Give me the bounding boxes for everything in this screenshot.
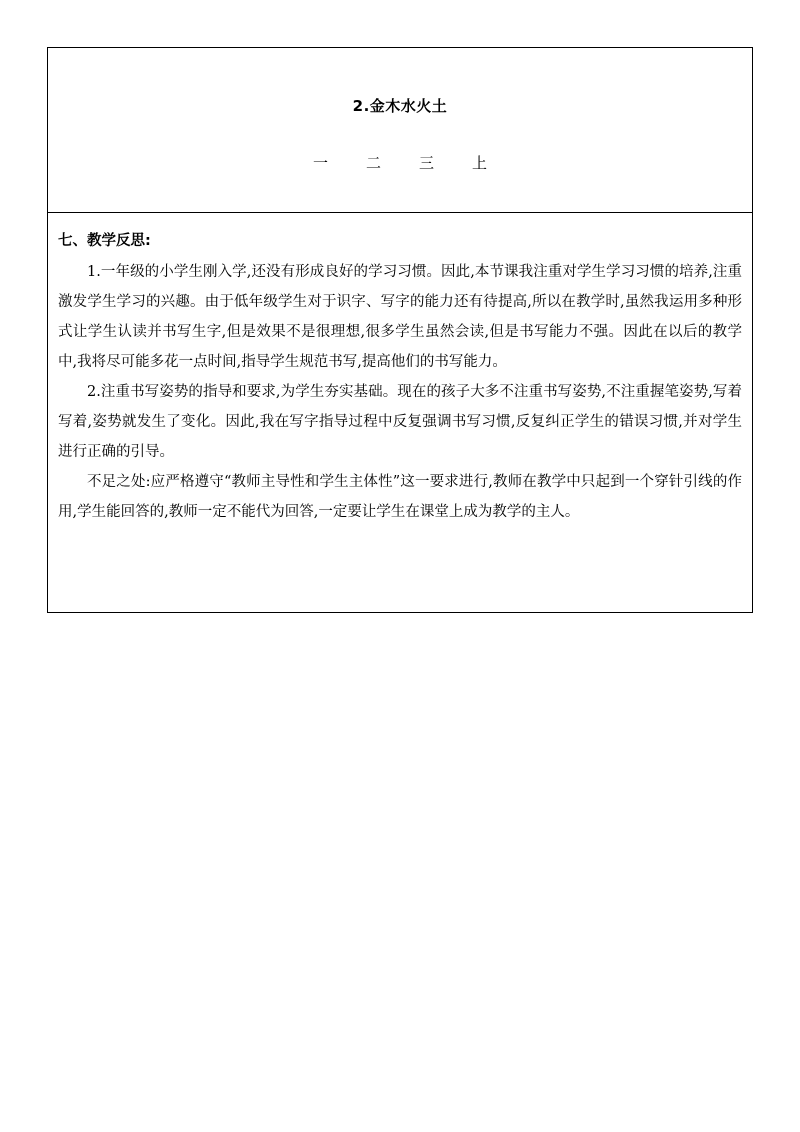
reflection-heading: 七、教学反思: [58, 233, 151, 249]
reflection-paragraph: 2.注重书写姿势的指导和要求,为学生夯实基础。现在的孩子大多不注重书写姿势,不注重握笔姿势,写着写着,姿势就发生了变化。因此,我在写字指导过程中反复强调书写习惯,反复纠正学生的错误习惯,并对学生进行正确的引导。 [58, 384, 742, 460]
reflection-cell [48, 213, 752, 612]
reflection-paragraph: 1.一年级的小学生刚入学,还没有形成良好的学习习惯。因此,本节课我注重对学生学习习惯的培养,注重激发学生学习的兴趣。由于低年级学生对于识字、写字的能力还有待提高,所以在教学时,虽然我运用多种形式让学生认读并书写生字,但是效果不是很理想,很多学生虽然会读,但是书写能力不强。因此在以后的教学中,我将尽可能多花一点时间,指导学生规范书写,提高他们的书写能力。 [58, 264, 742, 370]
reflection-paragraph: 不足之处:应严格遵守“教师主导性和学生主体性”这一要求进行,教师在教学中只起到一个穿针引线的作用,学生能回答的,教师一定不能代为回答,一定要让学生在课堂上成为教学的主人。 [58, 474, 742, 520]
lesson-table [47, 47, 753, 613]
lesson-subtitle [48, 152, 752, 173]
subtitle-char: 三 [419, 154, 435, 172]
subtitle-char: 上 [472, 154, 488, 172]
subtitle-char: 一 [312, 154, 328, 172]
subtitle-char: 二 [365, 154, 381, 172]
lesson-title: 2.金木水火土 [352, 97, 448, 115]
header-cell [48, 48, 752, 213]
